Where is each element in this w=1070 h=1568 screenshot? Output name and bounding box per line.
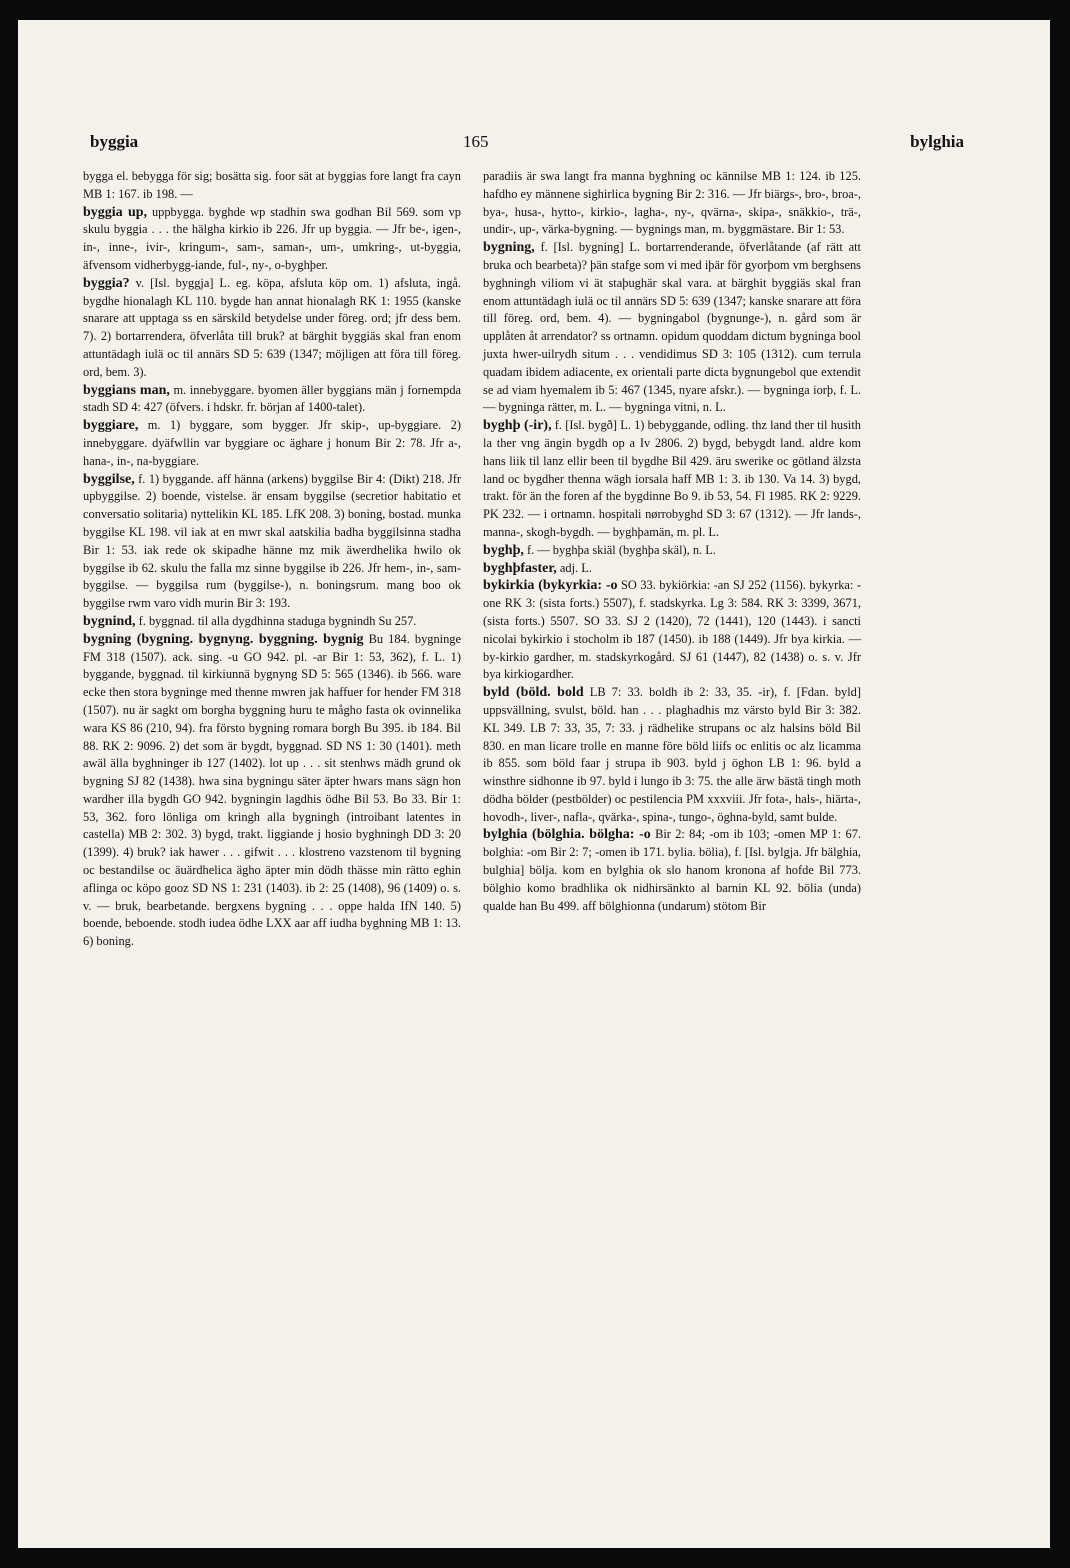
entry: byggiare, m. 1) byggare, som bygger. Jfr skip-, up-byggiare. 2) innebyggare. dyäfwllin var byggiare oc äghare j honum Bir 2: 78. Jfr a-, hana-, in-, na-byggiare. (83, 418, 461, 468)
entry: bylghia (bölghia. bölgha: -o Bir 2: 84; -om ib 103; -omen MP 1: 67. bolghia: -om Bir 2: 7; -omen ib 171. bylia. bölia), f. [Isl. bylgja. Jfr bälghia, bulghia] bölja. kom en bylghia ok slo hanom kronona af hofde Bil 773. bölghio komo bradhlika ok nidhirsänkto al barnin KL 92. bölia (unda) qualde han Bu 499. aff bölghionna (undarum) stötom Bir (483, 827, 861, 913)
entry: byghþ (-ir), f. [Isl. bygð] L. 1) bebyggande, odling. thz land ther til husith la ther vng ängin bygdh op a Iv 2806. 2) bygd, bebygdt land. aldre kom hans liik til lanz ellir been til bygdhe Bil 429. äru swerike oc götland älzsta land oc bygdher thenna wägh iorsala haff MB 1: 3. ib 130. Va 14. 3) bygd, trakt. för än the foren af the bygdinne Bo 9. ib 53, 54. Fl 1985. RK 2: 9229. PK 232. — i ortnamn. hospitali nørrobyghd SD 3: 67 (1312). — Jfr lands-, manna-, skogh-bygdh. — byghþamän, m. pl. L. (483, 418, 861, 539)
entry: byghþfaster, adj. L. (483, 560, 592, 576)
page-number: 165 (463, 132, 489, 151)
entry: bygning (bygning. bygnyng. byggning. bygnig Bu 184. bygninge FM 318 (1507). ack. sing. -u GO 942. pl. -ar Bir 1: 53, 362), f. L. 1) byggande, byggnad. til kirkiunnä bygnyng SD 5: 565 (1346). ib 566. ware ecke then stora bygninge med thenne mwren jak haffuer for hender FM 318 (1507). nu är sagkt om borgha byggning huru te mågho fasta ok ovinnelika wara KS 86 (210, 94). fra försto bygning romara borgh Bu 395. ib 184. Bil 88. RK 2: 9096. 2) det som är bygdt, byggnad. SD NS 1: 30 (1401). meth awäl älla byghninger ib 127 (1402). lot up . . . sit stenhws mädh grund ok bygning SJ 82 (1438). hwa sina bygningu säter äpter hwars mans sägn hon wardher illa bygdh GO 942. bygningin lagdhis ödhe Bil 53. Bo 33. Bir 1: 53, 362. foro lönliga om kringh alla bygningh (introibant latentes in castella) MB 2: 302. 3) bygd, trakt. liggiande j hosio byghningh DD 3: 20 (1399). 4) bruk? iak hawer . . . gifwit . . . klostreno vazstenom til bygning oc bestandilse oc äuärdhelica ägho äpter min dödh thässe min rätto eghin aflinga oc köpo gooz SD NS 1: 231 (1403). ib 2: 25 (1408), 96 (1409) o. s. v. — bruk, bearbetande. bergxens bygning . . . oppe halda IfN 140. 5) boende, beboende. stodh iudea ödhe LXX aar aff iudha byghning MB 1: 13. 6) boning. (83, 631, 461, 949)
entry: byggians man, m. innebyggare. byomen äller byggians män j fornempda stadh SD 4: 427 (öfvers. i hdskr. fr. början af 1400-talet). (83, 382, 462, 415)
entry: bygning, f. [Isl. bygning] L. bortarrenderande, öfverlåtande (af rätt att bruka och bearbeta)? þän stafge som vi med iþär för gyorþom vm berghsens byghningh viliom vi ät staþughär skal vara. at bärghit byggiäs skal fran enom attuntädagh iulä oc til annärs SD 5: 639 (1347; kanske snarare att föra till föreg. ord, bem. 4). — bygningabol (bygnunge-), n. gård som är upplåten åt arrendator? ss ortnamn. opidum quoddam dictum bygninga bool juxta hwer-uilrydh situm . . . vendidimus SD 3: 105 (1312). cum terrula quadam ibidem adiacente, ex orientali parte dicta bygnungebol que extendit se ad viam hyemalem ib 5: 467 (1345, nyare afskr.). — bygninga iorþ, f. L. — bygninga rätter, m. L. — bygninga vitni, n. L. (483, 240, 861, 415)
entry: byggia up, uppbygga. byghde wp stadhin swa godhan Bil 569. som vp skulu byggia . . . the hälgha kirkio ib 226. Jfr up byggia. — Jfr be-, igen-, in-, inne-, ivir-, kringum-, sam-, saman-, um-, umkring-, ut-byggia, äfvensom vidherbygg-iande, ful-, ny-, o-byghþer. (83, 204, 461, 272)
entry: bygga el. bebygga för sig; bosätta sig. foor sät at byggias fore langt fra cayn MB 1: 167. ib 198. — (83, 169, 461, 201)
entry: byld (böld. bold LB 7: 33. boldh ib 2: 33, 35. -ir), f. [Fdan. byld] uppsvällning, svulst, böld. han . . . plaghadhis mz värsto byld Bir 3: 382. KL 349. LB 7: 33, 35, 7: 33. j rädhelike strupans oc alz halsins böld Bil 830. en man licare trolle en manne före böld liifs oc enlitis oc alz licamma ib 855. som böld faar j strupa ib 903. byld j öghon LB 1: 96. byld a winsthre sidhonne ib 97. byld i lungo ib 3: 75. the alle ärw bästä tingh moth dödha bölder (pestbölder) oc pestilencia PM xxxviii. Jfr fota-, hals-, hiärta-, hovodh-, liver-, nafla-, qvärka-, spina-, tungo-, öghna-byld, samt bulde. (483, 685, 861, 824)
right-column (483, 168, 861, 915)
entry: bykirkia (bykyrkia: -o SO 33. bykiörkia: -an SJ 252 (1156). bykyrka: -one RK 3: (sista forts.) 5507), f. stadskyrka. Lg 3: 584. RK 3: 3399, 3671, (sista forts.) 5507. SO 33. SJ 2 (1420), 72 (1441), 120 (1443). i sancti nicolai bykirkio i stocholm ib 187 (1450). ib 188 (1449). Jfr bya kirkia. — by-kirkio gardher, m. stadskyrkogård. SJ 61 (1447), 82 (1438) o. s. v. Jfr bya kirkiogardher. (483, 578, 861, 682)
scan-edge (1050, 20, 1056, 1548)
entry: byggilse, f. 1) byggande. aff hänna (arkens) byggilse Bir 4: (Dikt) 218. Jfr upbyggilse. 2) boende, vistelse. är ensam byggilse (secretior habitatio et conversatio solitaria) nyttelikin KL 185. LfK 208. 3) boning, bostad. munka byggilse KL 198. vil iak at en mwr skal aatskilia badha byggilsinna stadha Bir 1: 53. iak rede ok skipadhe hänne mz mik äwerdhelika hwilo ok byggilse ib 62. skulu the falla mz sinne byggilse ib 226. Jfr hem-, in-, sam-byggilse. — byggilsa rum (byggilse-), n. boningsrum. mang boo ok byggilse rwm varo vidh murin Bir 3: 193. (83, 471, 461, 611)
header-left-guideword: byggia (90, 132, 139, 151)
dictionary-page (18, 20, 1056, 1548)
entry: byggia? v. [Isl. byggja] L. eg. köpa, afsluta köp om. 1) afsluta, ingå. bygdhe hionalagh KL 110. bygde han annat hionalagh RK 1: 1955 (kanske snarare att upptaga ss en särskild betydelse under föreg. ord; jfr dess bem. 7). 2) bortarrendera, öfverlåta till bruk? at bärghit byggiäs skal fran enom attuntädagh iulä oc til annärs SD 5: 639 (1347; möjligen att föra till föreg. ord, bem. 3). (83, 275, 461, 379)
left-column (83, 168, 461, 951)
entry: paradiis är swa langt fra manna byghning oc kännilse MB 1: 124. ib 125. hafdho ey männene sighirlica bygning Bir 2: 316. — Jfr biärgs-, bro-, broa-, bya-, husa-, hytto-, kirkio-, lagha-, ny-, qvärna-, skipa-, snäkkio-, trä-, undir-, up-, värka-bygning. — bygnings man, m. byggmästare. Bir 1: 53. (483, 169, 861, 237)
header-right-guideword: bylghia (910, 132, 964, 151)
entry: byghþ, f. — byghþa skiäl (byghþa skäl), n. L. (483, 542, 716, 558)
page-header (18, 132, 1056, 162)
entry: bygnind, f. byggnad. til alla dygdhinna staduga bygnindh Su 257. (83, 613, 417, 629)
